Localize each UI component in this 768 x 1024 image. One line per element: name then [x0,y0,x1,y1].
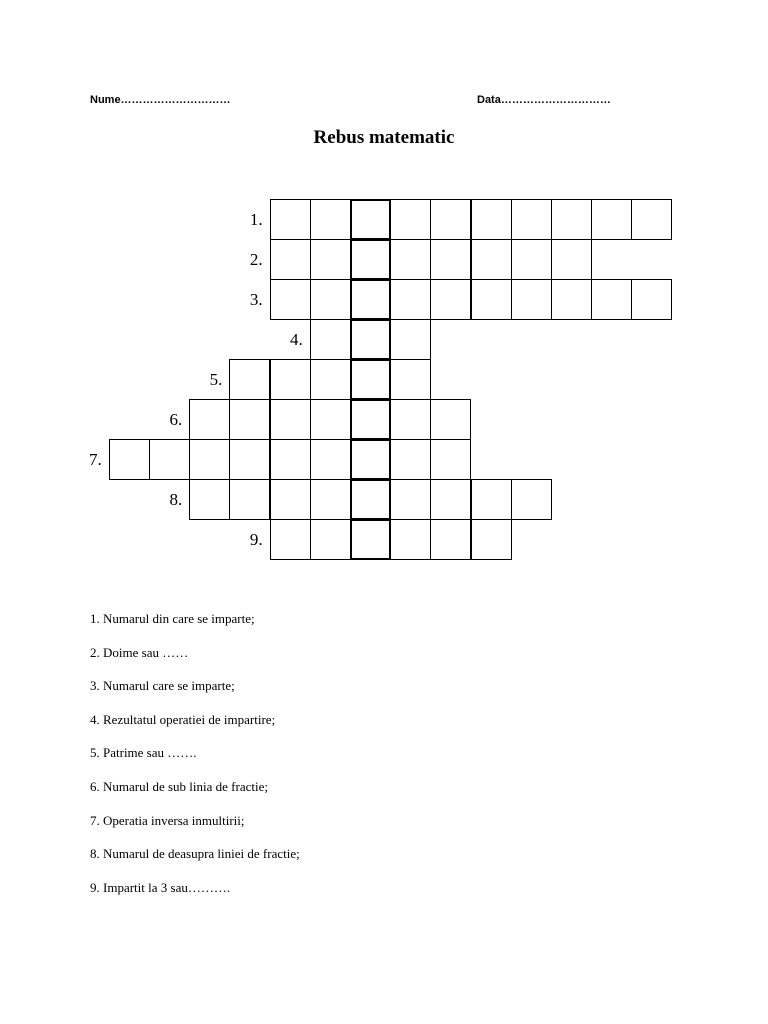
crossword-cell[interactable] [430,479,471,520]
crossword-cell[interactable] [430,239,471,280]
crossword-cell[interactable] [270,359,311,400]
clue-1: 1. Numarul din care se imparte; [90,611,255,626]
crossword-cell[interactable] [109,439,150,480]
row-number-7: 7. [89,450,102,469]
crossword-cell[interactable] [229,439,270,480]
row-number-9: 9. [249,530,263,549]
solution-cell[interactable] [350,479,391,520]
crossword-cell[interactable] [310,319,351,360]
crossword-cell[interactable] [511,239,552,280]
clue-2: 2. Doime sau …… [90,644,189,660]
crossword-cell[interactable] [270,399,311,440]
crossword-cell[interactable] [270,519,311,560]
crossword-cell[interactable] [471,199,512,240]
crossword-cell[interactable] [310,199,351,240]
solution-cell[interactable] [350,519,391,560]
clue-5: 5. Patrime sau ……. [90,745,197,761]
crossword-cell[interactable] [310,479,351,520]
crossword-cell[interactable] [551,199,592,240]
crossword-cell[interactable] [270,239,311,280]
crossword-cell[interactable] [471,239,512,280]
row-number-4: 4. [290,330,303,349]
crossword-cell[interactable] [430,399,471,440]
crossword-cell[interactable] [511,199,552,240]
crossword-cell[interactable] [310,439,351,480]
clue-8: 8. Numarul de deasupra liniei de fractie; [90,846,300,862]
clue-7: 7. Operatia inversa inmultirii; [90,812,245,828]
page-title: Rebus matematic [313,127,455,148]
solution-cell[interactable] [350,319,391,360]
crossword-cell[interactable] [390,399,431,440]
crossword-cell[interactable] [591,199,632,240]
clue-list [90,609,300,911]
crossword-cell[interactable] [551,279,592,320]
crossword-cell[interactable] [471,519,512,560]
crossword-cell[interactable] [390,479,431,520]
crossword-cell[interactable] [229,399,270,440]
crossword-cell[interactable] [471,479,512,520]
crossword-cell[interactable] [310,519,351,560]
crossword-cell[interactable] [270,479,311,520]
crossword-cell[interactable] [551,239,592,280]
solution-cell[interactable] [350,359,391,400]
solution-cell[interactable] [350,199,391,240]
crossword-cell[interactable] [390,359,431,400]
crossword-cell[interactable] [310,359,351,400]
crossword-cell[interactable] [631,199,672,240]
row-number-2: 2. [249,250,263,269]
solution-cell[interactable] [350,439,391,480]
crossword-cell[interactable] [229,479,270,520]
crossword-cell[interactable] [390,279,431,320]
crossword-cell[interactable] [390,199,431,240]
clue-4: 4. Rezultatul operatiei de impartire; [90,711,276,727]
crossword-cell[interactable] [471,279,512,320]
crossword-cell[interactable] [189,439,230,480]
crossword-cell[interactable] [229,359,270,400]
crossword-cell[interactable] [189,479,230,520]
crossword-cell[interactable] [430,519,471,560]
crossword-cell[interactable] [310,399,351,440]
clue-9: 9. Impartit la 3 sau………. [90,879,231,895]
crossword-cell[interactable] [270,279,311,320]
clue-3: 3. Numarul care se imparte; [90,678,235,694]
crossword-cell[interactable] [591,279,632,320]
name-field[interactable]: Nume………………………… [90,94,231,106]
solution-cell[interactable] [350,399,391,440]
crossword-cell[interactable] [430,279,471,320]
crossword-cell[interactable] [430,439,471,480]
row-number-1: 1. [249,210,263,229]
crossword-cell[interactable] [430,199,471,240]
crossword-cell[interactable] [310,279,351,320]
solution-cell[interactable] [350,239,391,280]
crossword-cell[interactable] [270,439,311,480]
crossword-cell[interactable] [390,519,431,560]
crossword-cell[interactable] [631,279,672,320]
clue-6: 6. Numarul de sub linia de fractie; [90,778,268,794]
crossword-cell[interactable] [511,479,552,520]
crossword-cell[interactable] [511,279,552,320]
row-number-3: 3. [249,290,263,309]
crossword-cell[interactable] [390,319,431,360]
crossword-cell[interactable] [149,439,190,480]
row-number-8: 8. [169,490,183,509]
crossword-cell[interactable] [270,199,311,240]
crossword-cell[interactable] [310,239,351,280]
crossword-cell[interactable] [390,439,431,480]
date-field[interactable]: Data………………………… [477,94,611,106]
solution-cell[interactable] [350,279,391,320]
crossword-cell[interactable] [189,399,230,440]
row-number-6: 6. [169,410,183,429]
row-number-5: 5. [209,370,223,389]
crossword-cell[interactable] [390,239,431,280]
